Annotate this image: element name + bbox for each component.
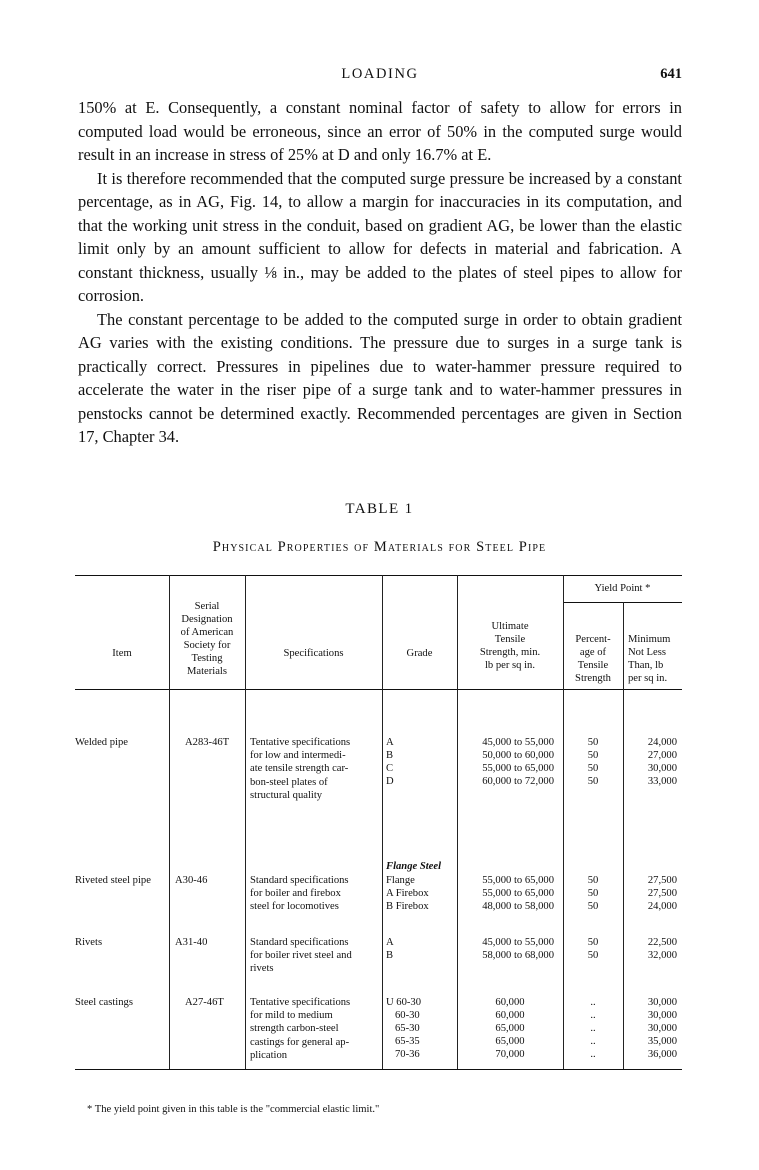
row-specification: Standard specifications for boiler and firebox steel for locomotives — [250, 875, 349, 913]
row-item: Steel castings — [75, 997, 133, 1008]
row-minimum: 27,500 27,500 24,000 — [647, 875, 677, 913]
row-specification: Tentative specifications for mild to medium strength carbon-steel castings for general ap- plication — [250, 997, 351, 1061]
table-bottom-rule — [75, 1069, 682, 1070]
running-head-title: LOADING — [341, 66, 419, 82]
header-minimum: Minimum Not Less Than, lb per sq in. — [628, 634, 671, 684]
row-percentage: 50 50 — [587, 937, 599, 962]
row-grades: U 60-30 60-30 65-30 65-35 70-36 — [386, 997, 422, 1061]
row-grades: A B C D — [386, 737, 394, 788]
row-serial: A30-46 — [175, 875, 208, 886]
page-number: 641 — [660, 66, 682, 82]
row-item: Riveted steel pipe — [75, 875, 151, 886]
running-head — [78, 66, 682, 86]
header-ultimate-strength: Ultimate Tensile Strength, min. lb per sq in. — [479, 621, 541, 671]
row-serial: A283-46T — [185, 737, 230, 748]
row-grades: Flange A Firebox B Firebox — [386, 875, 429, 913]
row-ultimate-strength: 60,000 60,000 65,000 65,000 70,000 — [495, 997, 525, 1061]
row-ultimate-strength: 55,000 to 65,000 55,000 to 65,000 48,000 to 58,000 — [482, 875, 554, 913]
paragraph: The constant percentage to be added to the computed surge in order to obtain gradient AG varies with the existing conditions. The pressure due to surges in a surge tank is practically correct. Pressures in pipelines due to water-hammer pressure required to accelerate the water in the riser pipe of a surge tank and to water-hammer pressures in penstocks cannot be determined exactly. Recommended percentages are given in Section 17, Chapter 34. — [78, 309, 682, 446]
header-bottom-rule — [75, 689, 682, 690]
row-item: Rivets — [75, 937, 103, 948]
table-top-rule — [75, 575, 682, 576]
table-title: Physical Properties of Materials for Steel Pipe — [212, 539, 547, 555]
row-grades: A B — [386, 937, 394, 962]
paragraph-text: Consequently, a constant nominal factor of safety to allow for errors in computed load would be erroneous, since an error of 50% in the computed surge would result in an increase in stress of 25% at D and only 16.7% at E. — [78, 98, 683, 164]
row-percentage: 50 50 50 50 — [587, 737, 599, 788]
paragraph-lead: 150% at E. — [78, 98, 160, 117]
paragraph: It is therefore recommended that the computed surge pressure be increased by a constant percentage, as in AG, Fig. 14, to allow a margin for inaccuracies in its computation, and that the working unit stress in the conduit, based on gradient AG, be lower than the elastic limit only by an amount sufficient to allow for defects in material and fabrication. A constant thickness, usually ⅛ in., may be added to the plates of steel pipes to allow for corrosion. — [78, 168, 682, 305]
row-specification: Standard specifications for boiler rivet steel and rivets — [250, 937, 352, 975]
row-specification: Tentative specifications for low and intermedi- ate tensile strength car- bon-steel plates of structural quality — [250, 737, 351, 801]
row-percentage: 50 50 50 — [587, 875, 599, 913]
header-serial: Serial Designation of American Society for Testing Materials — [180, 601, 234, 677]
body-text — [78, 96, 682, 449]
row-ultimate-strength: 45,000 to 55,000 58,000 to 68,000 — [482, 937, 554, 962]
row-ultimate-strength: 45,000 to 55,000 50,000 to 60,000 55,000 to 65,000 60,000 to 72,000 — [482, 737, 554, 788]
row-minimum: 30,000 30,000 30,000 35,000 36,000 — [647, 997, 677, 1061]
row-serial: A27-46T — [185, 997, 224, 1008]
row-minimum: 22,500 32,000 — [647, 937, 677, 962]
grade-group-heading: Flange Steel — [386, 861, 442, 872]
header-grade: Grade — [406, 648, 433, 659]
row-serial: A31-40 — [175, 937, 208, 948]
table-label: TABLE 1 — [345, 501, 414, 517]
paragraph-continued — [78, 96, 682, 167]
row-percentage: .. .. .. .. .. — [590, 997, 596, 1061]
header-item: Item — [112, 648, 132, 659]
header-yield-point: Yield Point * — [594, 583, 651, 594]
row-item: Welded pipe — [75, 737, 128, 748]
row-minimum: 24,000 27,000 30,000 33,000 — [647, 737, 677, 788]
table-footnote: * The yield point given in this table is the "commercial elastic limit." — [87, 1104, 380, 1115]
header-specifications: Specifications — [283, 648, 344, 659]
header-percentage: Percent- age of Tensile Strength — [575, 634, 611, 684]
